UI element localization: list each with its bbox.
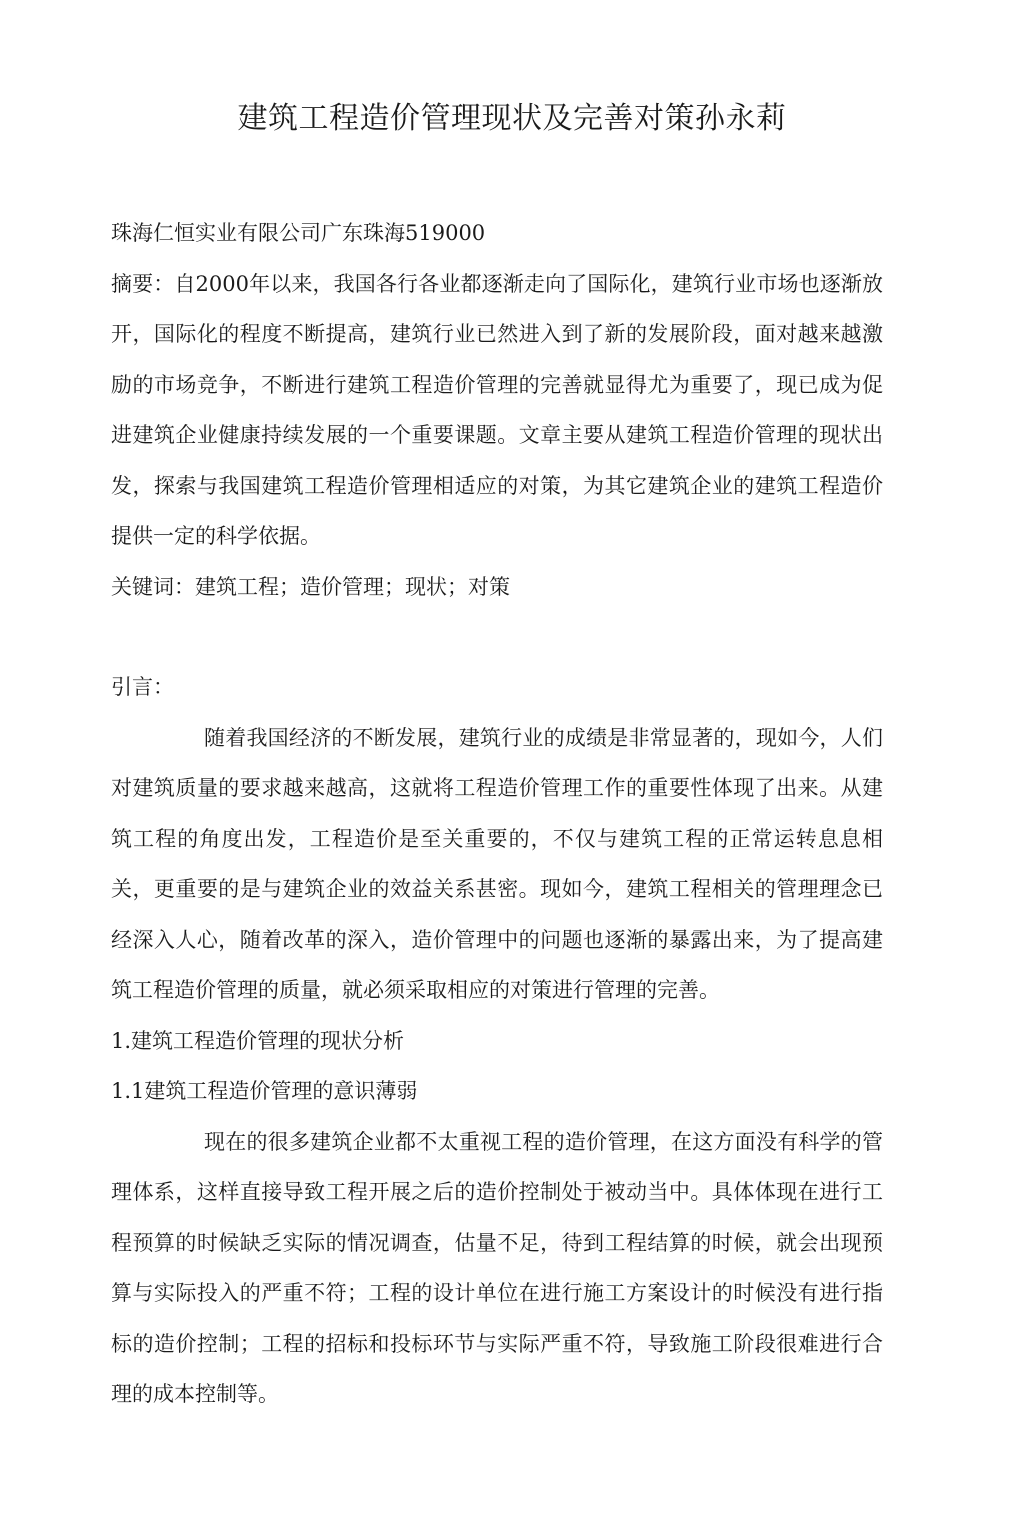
document-title: 建筑工程造价管理现状及完善对策孙永莉 (237, 101, 787, 136)
introduction-paragraph: 随着我国经济的不断发展，建筑行业的成绩是非常显著的，现如今，人们对建筑质量的要求越来越高，这就将工程造价管理工作的重要性体现了出来。从建筑工程的角度出发，工程造价是至关重要的，不仅与建筑工程的正常运转息息相关，更重要的是与建筑企业的效益关系甚密。现如今，建筑工程相关的管理理念已经深入人心，随着改革的深入，造价管理中的问题也逐渐的暴露出来，为了提高建筑工程造价管理的质量，就必须采取相应的对策进行管理的完善。 (111, 725, 883, 1002)
introduction-heading: 引言： (111, 675, 174, 699)
author-affiliation: 珠海仁恒实业有限公司广东珠海519000 (111, 221, 486, 245)
keywords-line: 关键词：建筑工程；造价管理；现状；对策 (111, 574, 510, 599)
abstract-paragraph: 摘要：自2000年以来，我国各行各业都逐渐走向了国际化，建筑行业市场也逐渐放开，国际化的程度不断提高，建筑行业已然进入到了新的发展阶段，面对越来越激励的市场竞争，不断进行建筑工程造价管理的完善就显得尤为重要了，现已成为促进建筑企业健康持续发展的一个重要课题。文章主要从建筑工程造价管理的现状出发，探索与我国建筑工程造价管理相适应的对策，为其它建筑企业的建筑工程造价提供一定的科学依据。 (111, 271, 883, 548)
section-1-1-heading: 1.1建筑工程造价管理的意识薄弱 (111, 1079, 418, 1103)
document-body (111, 208, 883, 1420)
section-spacer (111, 612, 883, 662)
section-1-1-paragraph: 现在的很多建筑企业都不太重视工程的造价管理，在这方面没有科学的管理体系，这样直接导致工程开展之后的造价控制处于被动当中。具体体现在进行工程预算的时候缺乏实际的情况调查，估量不足，待到工程结算的时候，就会出现预算与实际投入的严重不符；工程的设计单位在进行施工方案设计的时候没有进行指标的造价控制；工程的招标和投标环节与实际严重不符，导致施工阶段很难进行合理的成本控制等。 (111, 1129, 883, 1406)
section-1-heading: 1.建筑工程造价管理的现状分析 (111, 1028, 405, 1053)
